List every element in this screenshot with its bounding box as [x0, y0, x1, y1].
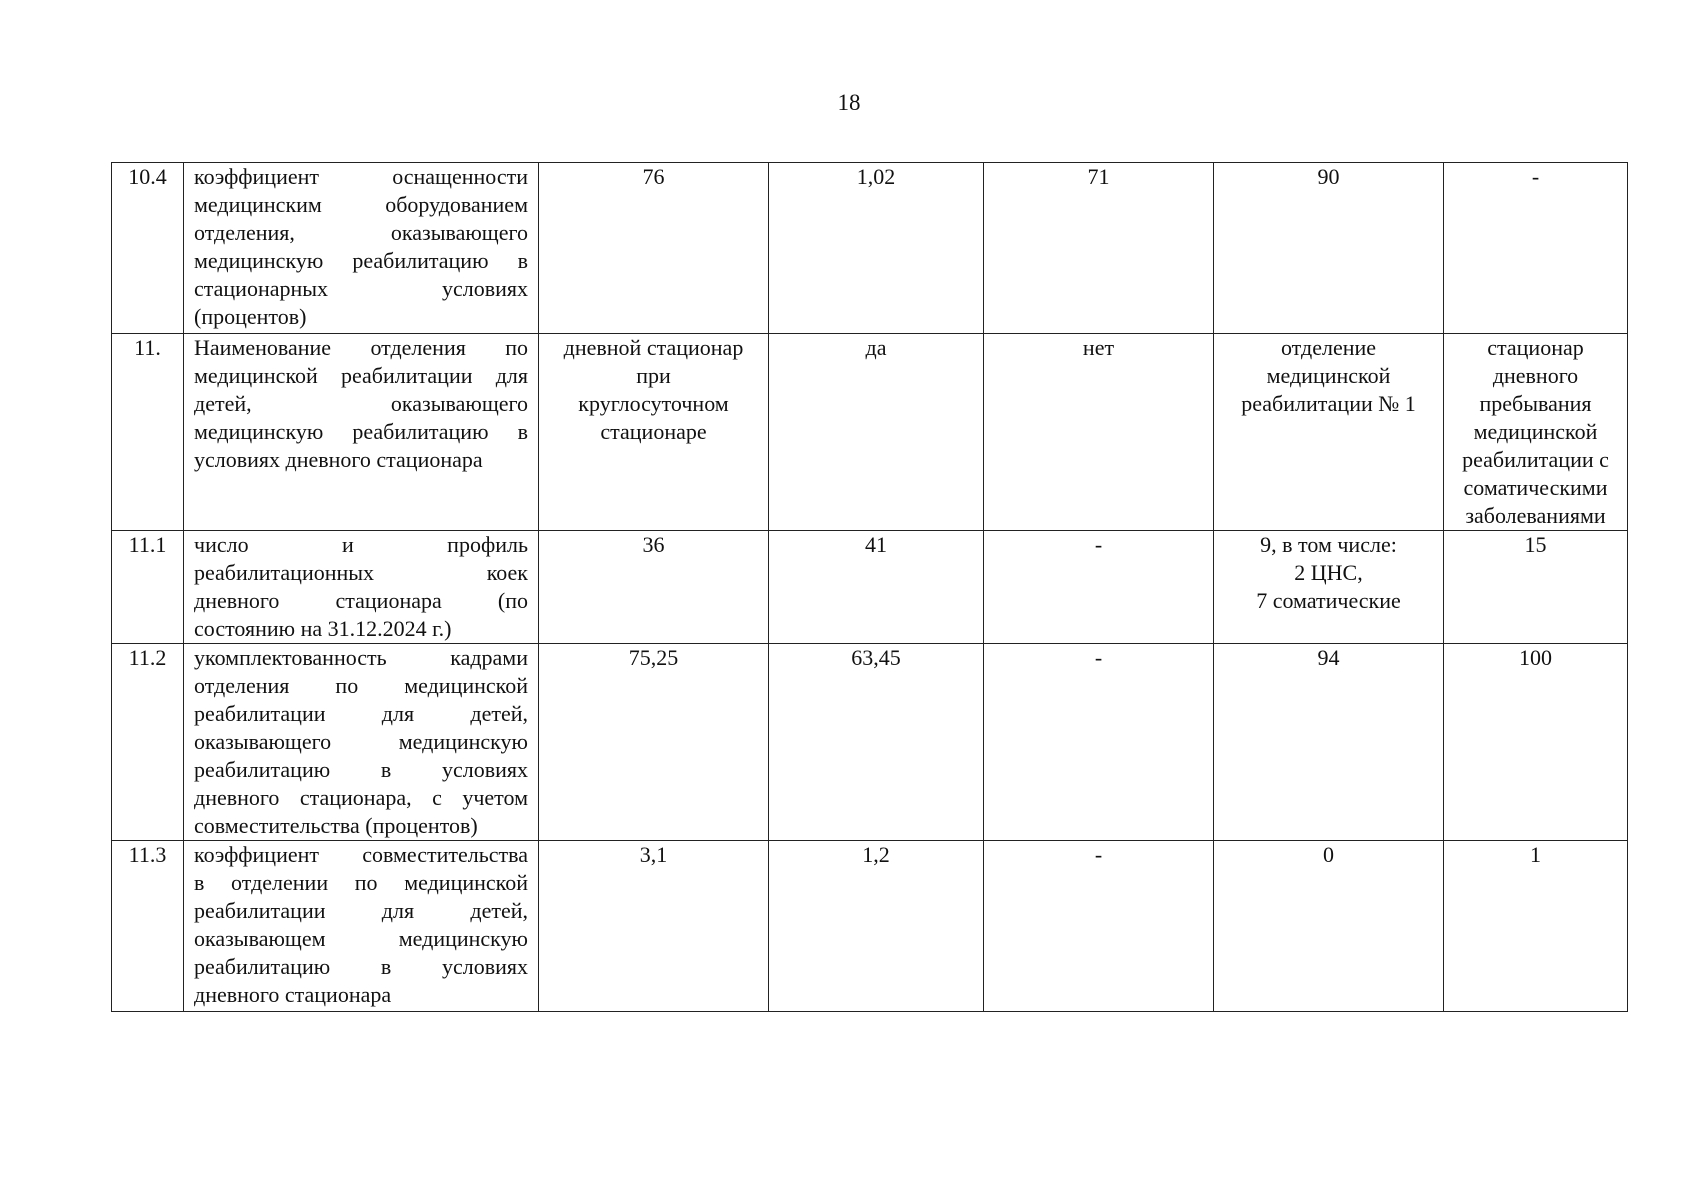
value-cell-5 [1444, 841, 1628, 1012]
value-line: 15 [1524, 532, 1547, 557]
value-line: 1,02 [856, 164, 896, 189]
value-line: реабилитации с [1462, 447, 1609, 472]
row-number: 11.3 [112, 841, 184, 1012]
value-line: - [1094, 532, 1103, 557]
description-line: реабилитационных коек [194, 560, 528, 585]
value-line: 1,2 [862, 842, 890, 867]
row-number: 11. [112, 334, 184, 531]
description-line: стационарных условиях [194, 276, 528, 301]
row-description [184, 644, 539, 841]
row-description [184, 334, 539, 531]
value-line: 63,45 [851, 645, 901, 670]
description-line: в отделении по медицинской [194, 870, 528, 895]
value-cell-5 [1444, 531, 1628, 644]
value-line: 3,1 [639, 842, 668, 867]
value-line: 94 [1317, 645, 1340, 670]
table-row [112, 163, 1628, 334]
value-cell-3 [984, 644, 1214, 841]
value-cell-1 [539, 163, 769, 334]
description-line: реабилитации для детей, [194, 898, 528, 923]
row-description [184, 163, 539, 334]
value-line: - [1531, 164, 1540, 189]
value-line: стационар [1487, 335, 1584, 360]
value-cell-1 [539, 644, 769, 841]
description-line: Наименование отделения по [194, 335, 528, 360]
description-line: (процентов) [194, 304, 307, 329]
value-cell-5 [1444, 644, 1628, 841]
row-description [184, 531, 539, 644]
value-line: нет [1082, 335, 1115, 360]
value-line: круглосуточном [578, 391, 729, 416]
value-line: да [865, 335, 887, 360]
description-line: состоянию на 31.12.2024 г.) [194, 616, 452, 641]
value-line: реабилитации № 1 [1241, 391, 1416, 416]
page-number: 18 [837, 90, 861, 115]
value-line: 7 соматические [1256, 588, 1401, 613]
value-line: 90 [1317, 164, 1340, 189]
value-cell-2 [769, 334, 984, 531]
value-line: 41 [865, 532, 887, 557]
value-line: медицинской [1473, 419, 1598, 444]
value-line: 2 ЦНС, [1294, 560, 1363, 585]
value-line: дневной стационар [563, 335, 744, 360]
value-line: 100 [1519, 645, 1552, 670]
value-line: 36 [642, 532, 665, 557]
value-cell-1 [539, 334, 769, 531]
value-cell-2 [769, 531, 984, 644]
description-line: дневного стационара (по [194, 588, 528, 613]
description-line: число и профиль [194, 532, 528, 557]
value-cell-1 [539, 531, 769, 644]
value-line: заболеваниями [1465, 503, 1606, 528]
description-line: отделения по медицинской [194, 673, 528, 698]
value-line: отделение [1280, 335, 1377, 360]
value-cell-3 [984, 531, 1214, 644]
value-cell-4 [1214, 163, 1444, 334]
value-line: стационаре [600, 419, 707, 444]
value-line: при [636, 363, 671, 388]
value-line: 75,25 [628, 645, 679, 670]
value-line: 9, в том числе: [1260, 532, 1397, 557]
table-row [112, 644, 1628, 841]
description-line: медицинской реабилитации для [194, 363, 528, 388]
description-line: реабилитации для детей, [194, 701, 528, 726]
description-line: реабилитацию в условиях [194, 954, 528, 979]
value-cell-3 [984, 334, 1214, 531]
value-cell-1 [539, 841, 769, 1012]
value-cell-4 [1214, 644, 1444, 841]
value-line: соматическими [1463, 475, 1608, 500]
description-line: коэффициент совместительства [194, 842, 528, 867]
value-cell-3 [984, 841, 1214, 1012]
data-table [111, 162, 1628, 1012]
value-line: медицинской [1266, 363, 1391, 388]
table-body [112, 163, 1628, 1012]
description-line: укомплектованность кадрами [194, 645, 528, 670]
description-line: дневного стационара [194, 982, 392, 1007]
table-row [112, 334, 1628, 531]
value-cell-4 [1214, 334, 1444, 531]
row-number: 11.1 [112, 531, 184, 644]
value-cell-2 [769, 644, 984, 841]
description-line: совместительства (процентов) [194, 813, 478, 838]
table-row [112, 841, 1628, 1012]
value-line: - [1094, 842, 1103, 867]
description-line: детей, оказывающего [194, 391, 528, 416]
description-line: отделения, оказывающего [194, 220, 528, 245]
value-line: 1 [1530, 842, 1541, 867]
description-line: медицинским оборудованием [194, 192, 528, 217]
description-line: дневного стационара, с учетом [194, 785, 528, 810]
value-line: 76 [642, 164, 665, 189]
row-number: 11.2 [112, 644, 184, 841]
description-line: условиях дневного стационара [194, 447, 483, 472]
value-line: пребывания [1479, 391, 1592, 416]
value-line: дневного [1492, 363, 1579, 388]
table-row [112, 531, 1628, 644]
value-cell-2 [769, 841, 984, 1012]
value-cell-2 [769, 163, 984, 334]
description-line: медицинскую реабилитацию в [194, 248, 528, 273]
row-description [184, 841, 539, 1012]
value-line: 0 [1323, 842, 1334, 867]
value-line: - [1094, 645, 1103, 670]
row-number: 10.4 [112, 163, 184, 334]
description-line: медицинскую реабилитацию в [194, 419, 528, 444]
description-line: оказывающего медицинскую [194, 729, 528, 754]
value-cell-4 [1214, 531, 1444, 644]
description-line: коэффициент оснащенности [194, 164, 528, 189]
value-cell-5 [1444, 163, 1628, 334]
description-line: реабилитацию в условиях [194, 757, 528, 782]
value-cell-3 [984, 163, 1214, 334]
value-cell-5 [1444, 334, 1628, 531]
value-line: 71 [1087, 164, 1110, 189]
value-cell-4 [1214, 841, 1444, 1012]
description-line: оказывающем медицинскую [194, 926, 528, 951]
